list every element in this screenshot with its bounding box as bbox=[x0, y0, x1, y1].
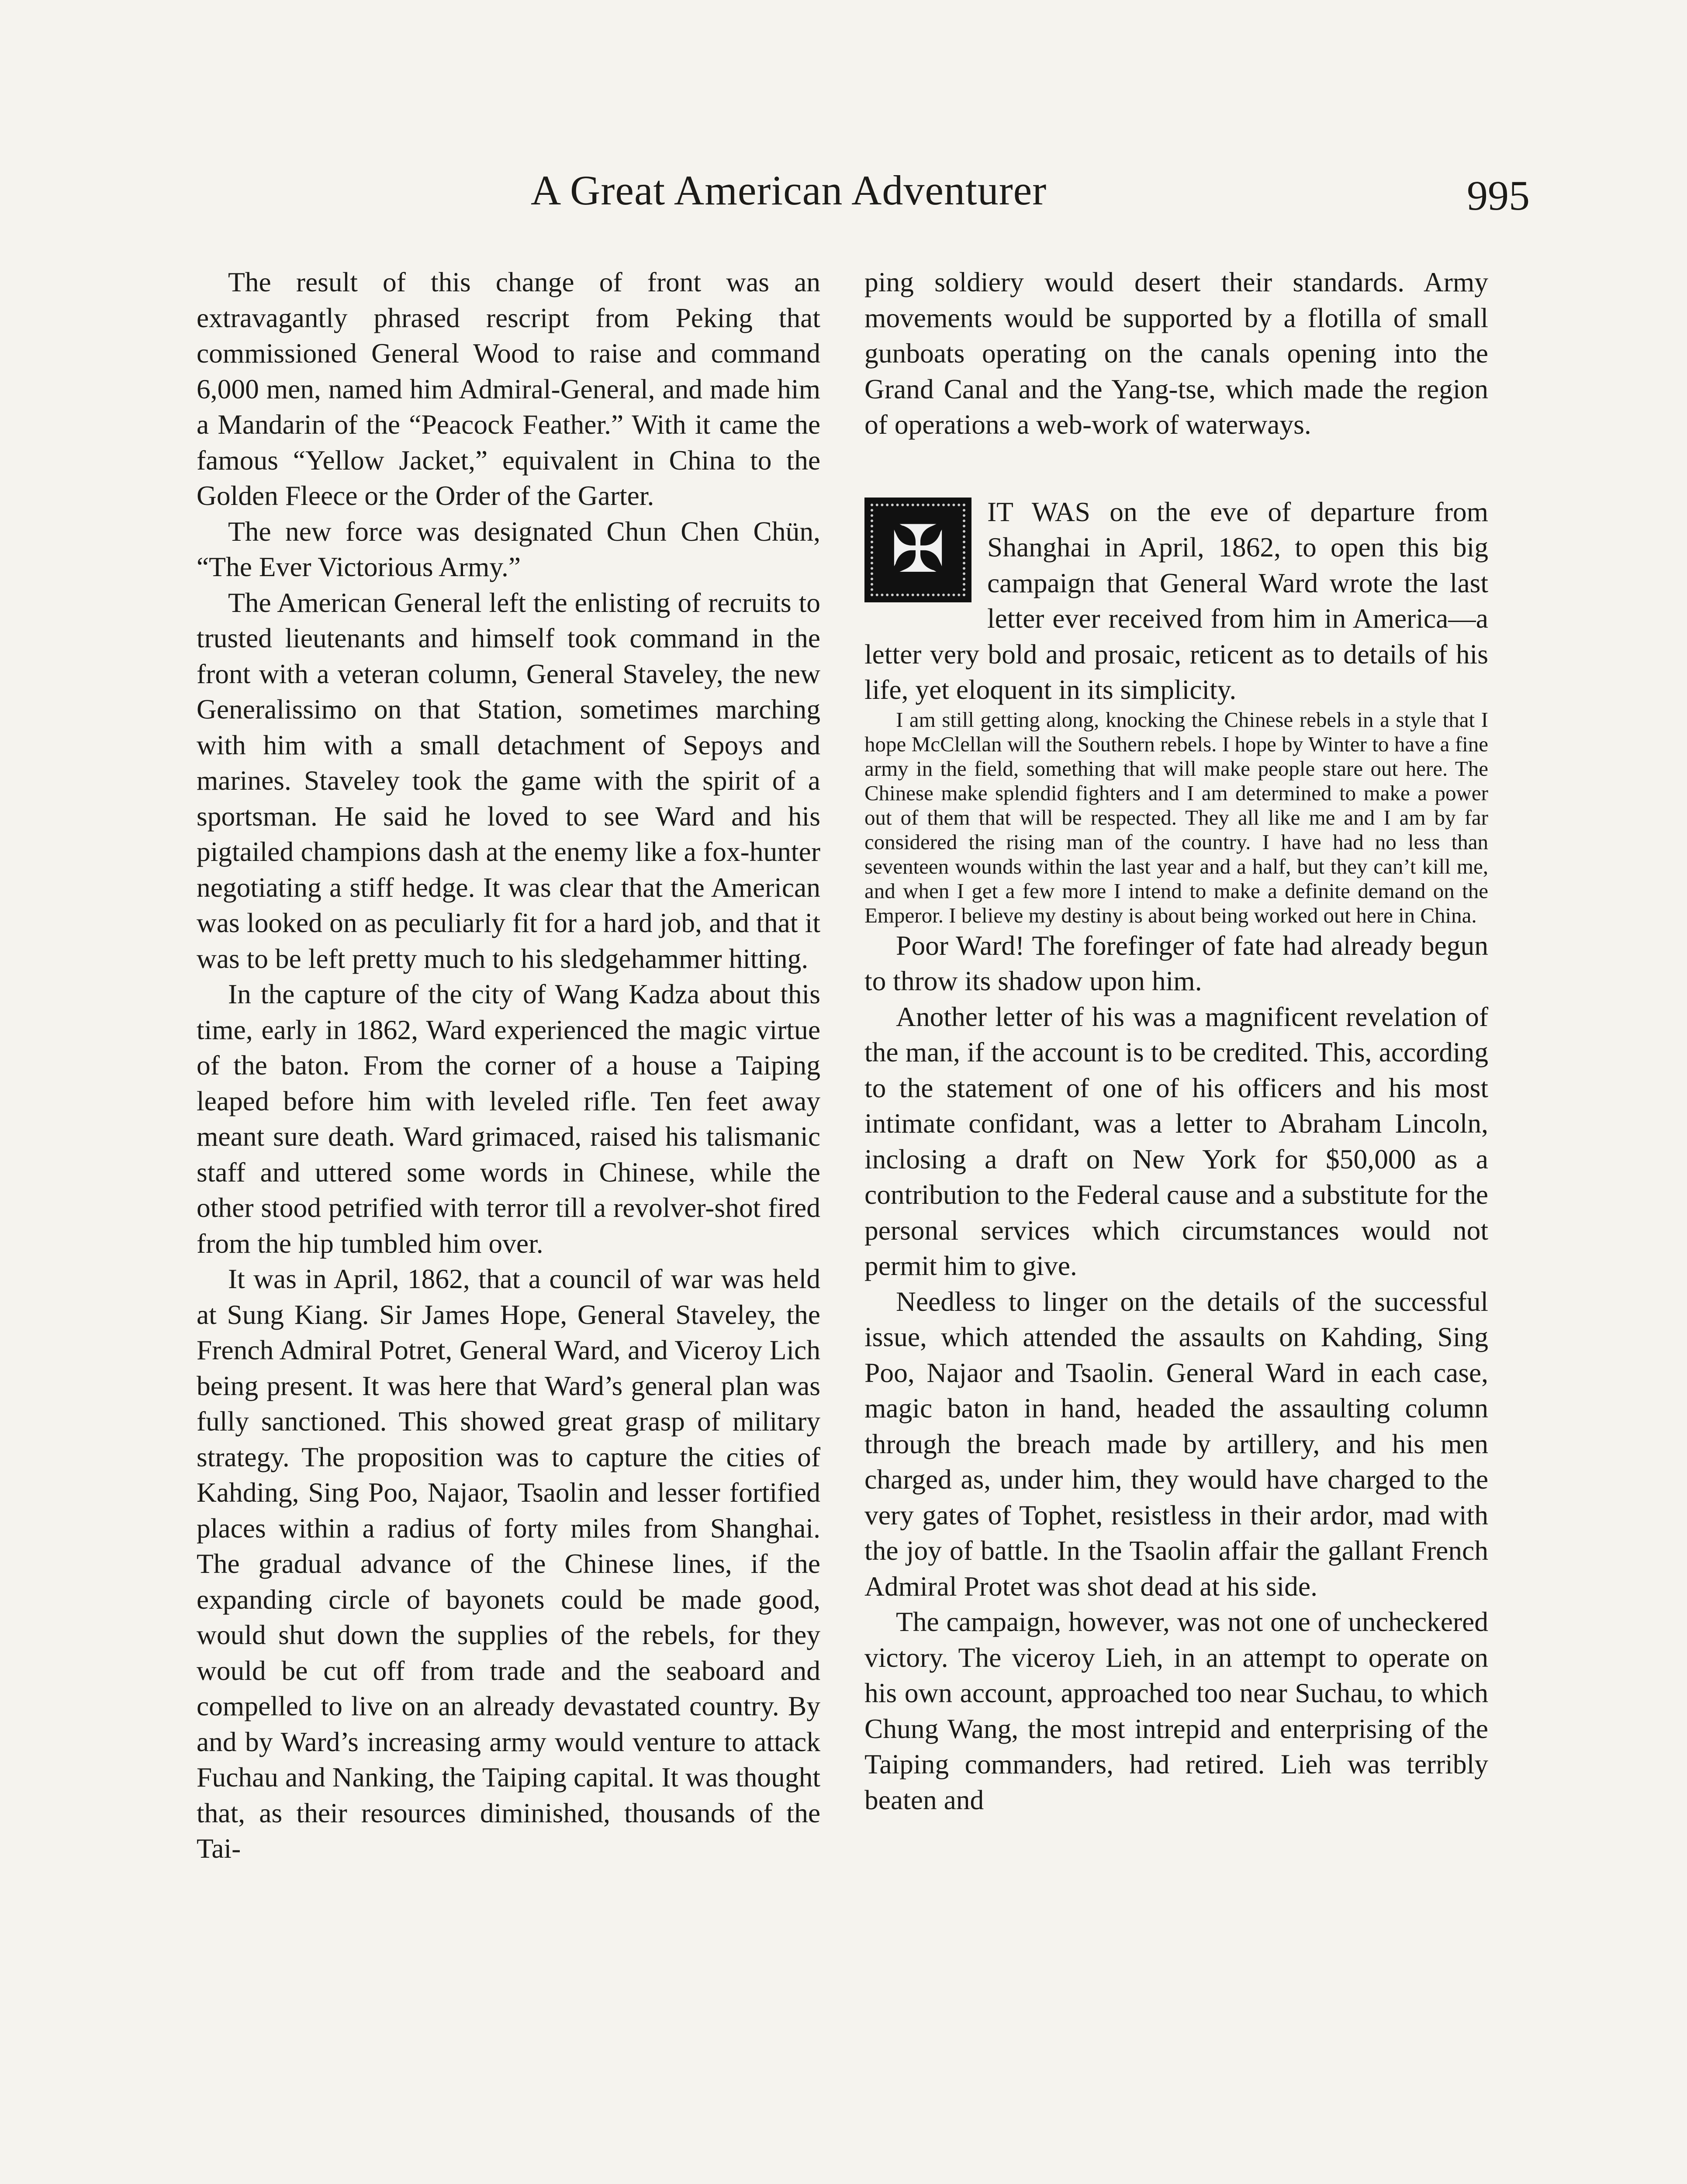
quoted-letter: I am still getting along, knocking the Chinese rebels in a style that I hope McClellan will the Southern rebels. I hope by Winter to have a fine army in the field, something that will make people stare out here. The Chinese make splendid fighters and I am determined to make a power out of them that will be respected. They all like me and I am by far considered the rising man of the country. I have had no less than seventeen wounds within the last year and a half, but they can’t kill me, and when I get a few more I intend to make a definite demand on the Emperor. I believe my destiny is about being worked out here in China. bbox=[864, 707, 1488, 927]
paragraph: Needless to linger on the details of the successful issue, which attended the assaults on Kahding, Sing Poo, Najaor and Tsaolin. General Ward in each case, magic baton in hand, headed the assaulting column through the breach made by artillery, and his men charged as, under him, they would have charged to the very gates of Tophet, resistless in their ardor, mad with the joy of battle. In the Tsaolin affair the gallant French Admiral Protet was shot dead at his side. bbox=[864, 1286, 1488, 1602]
section-opening-paragraph: IT WAS on the eve of departure from Shanghai in April, 1862, to open this big campaign that General Ward wrote the last letter ever received from him in America—a letter very bold and prosaic, reticent as to details of his life, yet eloquent in its simplicity. bbox=[864, 496, 1488, 705]
left-column bbox=[197, 264, 820, 1866]
paragraph: The new force was designated Chun Chen Chün, “The Ever Victorious Army.” bbox=[197, 515, 820, 582]
paragraph: The campaign, however, was not one of uncheckered victory. The viceroy Lieh, in an attempt to operate on his own account, approached too near Suchau, to which Chung Wang, the most intrepid and enterprising of the Taiping commanders, had retired. Lieh was terribly beaten and bbox=[864, 1606, 1488, 1815]
paragraph: In the capture of the city of Wang Kadza about this time, early in 1862, Ward experienced the magic virtue of the baton. From the corner of a house a Taiping leaped before him with leveled rifle. Ten feet away meant sure death. Ward grimaced, raised his talismanic staff and uttered some words in Chinese, while the other stood petrified with terror till a revolver-shot fired from the hip tumbled him over. bbox=[197, 978, 820, 1259]
paragraph: It was in April, 1862, that a council of war was held at Sung Kiang. Sir James Hope, General Staveley, the French Admiral Potret, General Ward, and Viceroy Lich being present. It was here that Ward’s general plan was fully sanctioned. This showed great grasp of military strategy. The proposition was to capture the cities of Kahding, Sing Poo, Najaor, Tsaolin and lesser fortified places within a radius of forty miles from Shanghai. The gradual advance of the Chinese lines, if the expanding circle of bayonets could be made good, would shut down the supplies of the rebels, for they would be cut off from trade and the seaboard and compelled to live on an already devastated country. By and by Ward’s increasing army would venture to attack Fuchau and Nanking, the Taiping capital. It was thought that, as their resources diminished, thousands of the Tai- bbox=[197, 1263, 820, 1864]
decorative-initial-ornament bbox=[864, 498, 971, 602]
paragraph: The result of this change of front was an extravagantly phrased rescript from Peking that commissioned General Wood to raise and command 6,000 men, named him Admiral-General, and made him a Mandarin of the “Peacock Feather.” With it came the famous “Yellow Jacket,” equivalent in China to the Golden Fleece or the Order of the Garter. bbox=[197, 266, 820, 511]
paragraph: The American General left the enlisting of recruits to trusted lieutenants and himself took command in the front with a veteran column, General Staveley, the new Generalissimo on that Station, sometimes marching with him with a small detachment of Sepoys and marines. Staveley took the game with the spirit of a sportsman. He said he loved to see Ward and his pigtailed champions dash at the enemy like a fox-hunter negotiating a stiff hedge. It was clear that the American was looked on as peculiarly fit for a hard job, and that it was to be left pretty much to his sledgehammer hitting. bbox=[197, 587, 820, 974]
cross-ornament-icon: ✠ bbox=[890, 513, 946, 586]
page-number: 995 bbox=[1467, 172, 1530, 219]
paragraph: Poor Ward! The forefinger of fate had already begun to throw its shadow upon him. bbox=[864, 930, 1488, 996]
continued-paragraph: ping soldiery would desert their standards. Army movements would be supported by a flotilla of small gunboats operating on the canals opening into the Grand Canal and the Yang-tse, which made the region of operations a web-work of waterways. bbox=[864, 266, 1488, 440]
section-opening bbox=[864, 494, 1488, 708]
running-title: A Great American Adventurer bbox=[531, 167, 1047, 214]
right-column bbox=[864, 264, 1488, 1818]
paragraph: Another letter of his was a magnificent revelation of the man, if the account is to be credited. This, according to the statement of one of his officers and his most intimate confidant, was a letter to Abraham Lincoln, inclosing a draft on New York for $50,000 as a contribution to the Federal cause and a substitute for the personal services which circumstances would not permit him to give. bbox=[864, 1001, 1488, 1281]
